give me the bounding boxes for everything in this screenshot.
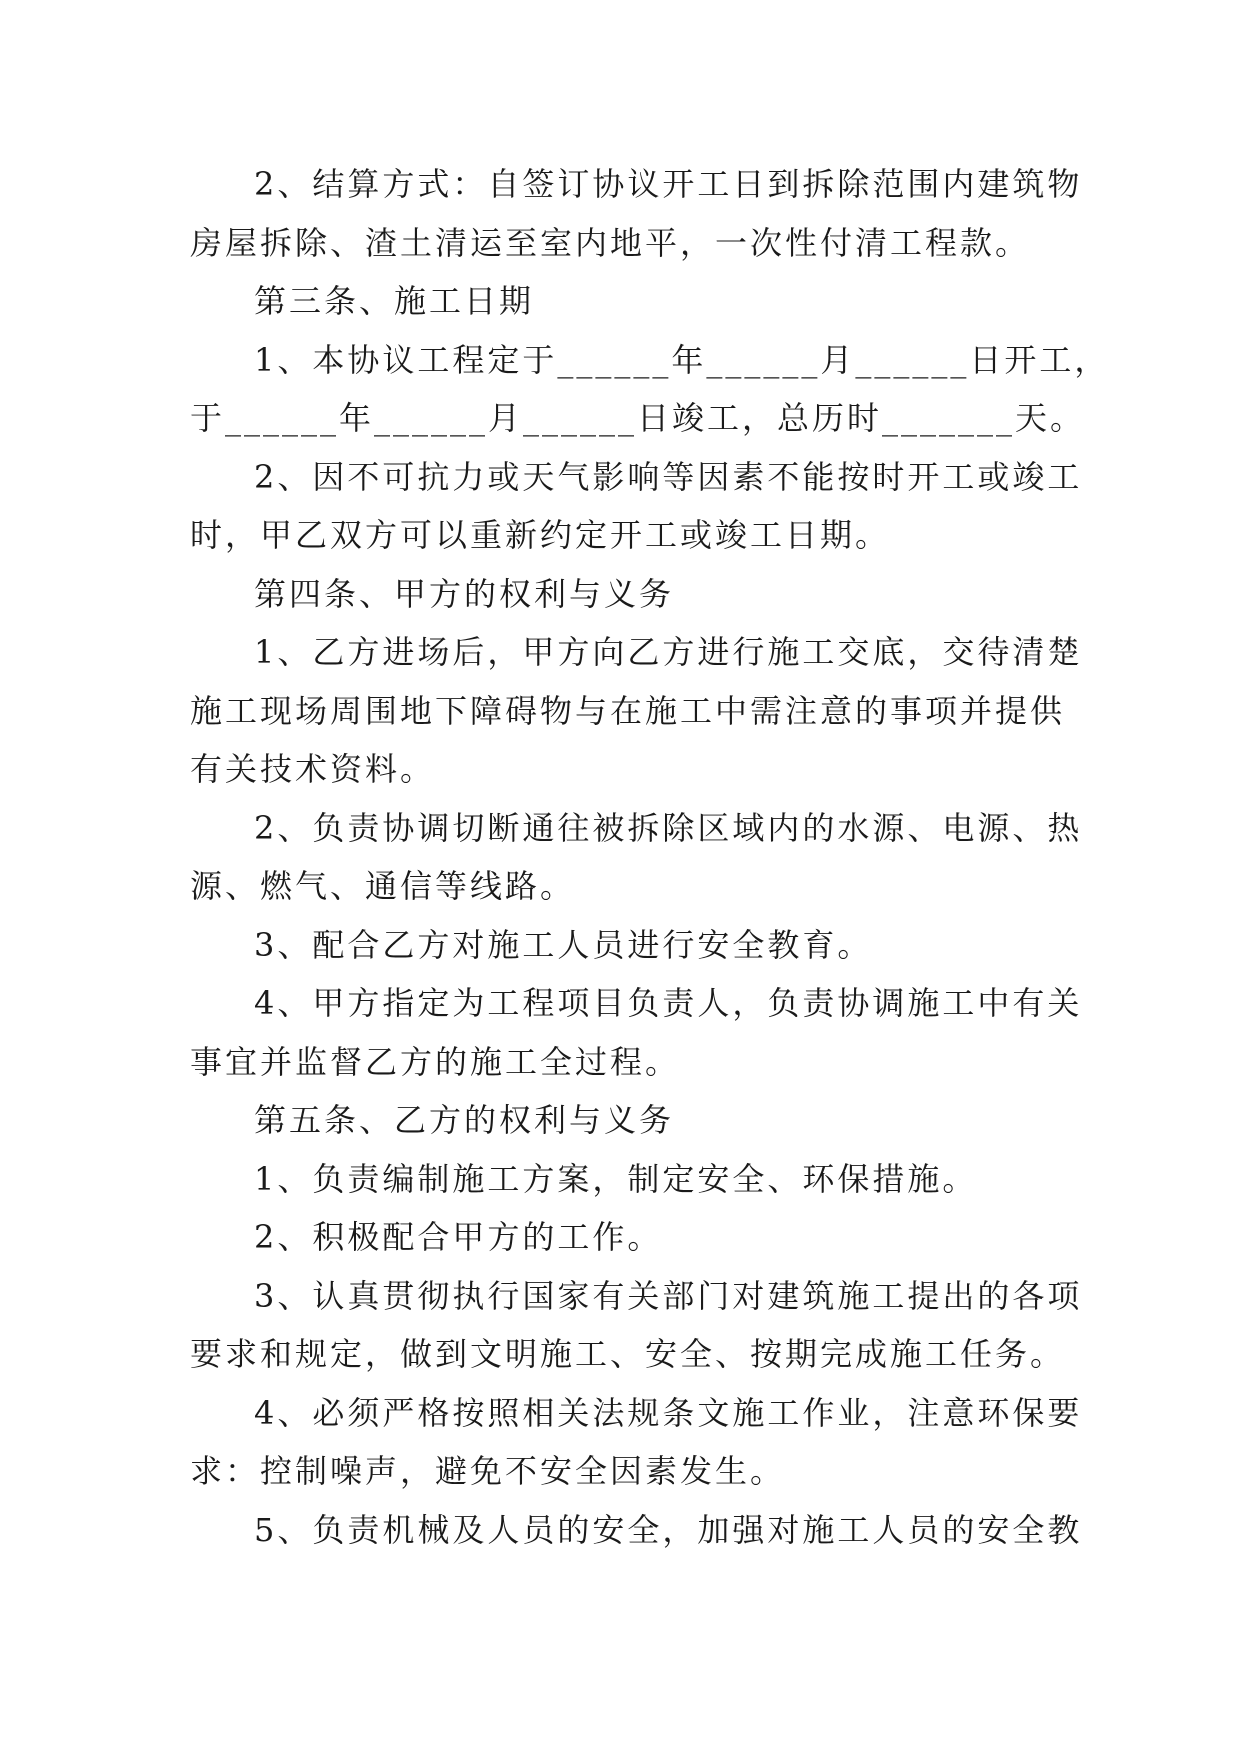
paragraph-continuation-line: 求：控制噪声，避免不安全因素发生。 [190,1452,786,1490]
paragraph-continuation-line: 有关技术资料。 [190,750,436,788]
paragraph-first-line: 第四条、甲方的权利与义务 [254,574,675,613]
document-body [190,155,1110,1559]
paragraph-first-line: 第五条、乙方的权利与义务 [254,1101,675,1139]
paragraph-continuation-line: 要求和规定，做到文明施工、安全、按期完成施工任务。 [190,1335,1066,1373]
paragraph-first-line: 2、负责协调切断通往被拆除区域内的水源、电源、热 [254,808,1083,847]
paragraph-continuation-line: 于______年______月______日竣工，总历时_______天。 [190,399,1086,437]
paragraph-first-line: 3、配合乙方对施工人员进行安全教育。 [254,925,873,964]
paragraph-first-line: 2、结算方式：自签订协议开工日到拆除范围内建筑物 [254,165,1083,203]
paragraph-first-line: 2、因不可抗力或天气影响等因素不能按时开工或竣工 [254,457,1083,496]
paragraph-first-line: 4、必须严格按照相关法规条文施工作业，注意环保要 [254,1393,1083,1432]
paragraph-first-line: 4、甲方指定为工程项目负责人，负责协调施工中有关 [254,984,1083,1022]
paragraph-first-line: 5、负责机械及人员的安全，加强对施工人员的安全教 [254,1510,1083,1549]
paragraph-first-line: 1、负责编制施工方案，制定安全、环保措施。 [254,1159,978,1198]
paragraph-first-line: 1、本协议工程定于______年______月______日开工， [254,340,1110,379]
paragraph-continuation-line: 源、燃气、通信等线路。 [190,867,576,905]
paragraph-continuation-line: 施工现场周围地下障碍物与在施工中需注意的事项并提供 [190,691,1066,730]
paragraph-continuation-line: 时，甲乙双方可以重新约定开工或竣工日期。 [190,516,891,554]
paragraph-first-line: 1、乙方进场后，甲方向乙方进行施工交底，交待清楚 [254,633,1083,671]
paragraph-continuation-line: 事宜并监督乙方的施工全过程。 [190,1042,681,1081]
paragraph-first-line: 2、积极配合甲方的工作。 [254,1218,663,1256]
paragraph-first-line: 3、认真贯彻执行国家有关部门对建筑施工提出的各项 [254,1276,1083,1315]
paragraph-first-line: 第三条、施工日期 [254,282,535,320]
paragraph-continuation-line: 房屋拆除、渣土清运至室内地平，一次性付清工程款。 [190,223,1031,262]
